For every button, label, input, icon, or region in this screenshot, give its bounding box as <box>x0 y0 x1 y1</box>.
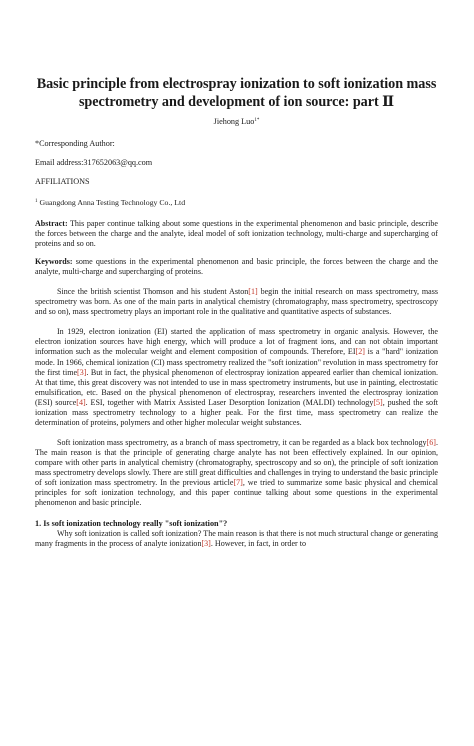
paper-page <box>0 76 474 746</box>
p2-text-e: , pushed the soft ionization mass spectrometry technology to a higher peak. For the first time, mass spectrometry can realize the determination of proteins, polymers and other higher molecular weight substances. <box>35 397 438 427</box>
keywords-label: Keywords: <box>35 257 73 267</box>
section-heading-1: 1. Is soft ionization technology really "soft ionization"? <box>35 519 228 529</box>
citation-link-4[interactable]: [4] <box>76 397 86 407</box>
keywords-paragraph <box>35 257 438 277</box>
body-paragraph-1 <box>35 287 438 317</box>
citation-link-5[interactable]: [5] <box>373 397 383 407</box>
author-superscript: 1* <box>254 118 260 123</box>
author-line <box>35 116 438 127</box>
affiliation-superscript: 1 <box>35 199 38 204</box>
p3-text-a: Soft ionization mass spectrometry, as a branch of mass spectrometry, it can be regarded as a black box technology <box>57 437 427 447</box>
p1-text-b: begin the initial research on mass spectrometry, mass spectrometry was born. As one of the main parts in analytical chemistry (chromatography, mass spectrometry, spectroscopy and so on), mass spectrometry plays an important role in the qualitative and quantitative aspects of substances. <box>35 287 438 317</box>
email-address: Email address:317652063@qq.com <box>35 158 153 167</box>
body-paragraph-2 <box>35 327 438 427</box>
p2-text-d: . ESI, together with Matrix Assisted Laser Desorption Ionization (MALDI) technology <box>85 397 374 407</box>
affiliation-line <box>35 197 438 208</box>
author-name: Jiehong Luo <box>213 117 255 126</box>
citation-link-2[interactable]: [2] <box>355 347 365 357</box>
citation-link-3-repeat[interactable]: [3] <box>201 539 211 549</box>
citation-link-1[interactable]: [1] <box>248 287 258 297</box>
p1-text-a: Since the british scientist Thomson and his student Aston <box>57 287 249 297</box>
citation-link-3[interactable]: [3] <box>77 367 87 377</box>
citation-link-7[interactable]: [7] <box>233 478 243 488</box>
keywords-text: some questions in the experimental phenomenon and basic principle, the forces between the charge and the analyte, multi-charge and supercharging of proteins. <box>35 257 438 277</box>
body-paragraph-4 <box>35 529 438 549</box>
affiliation-name: Guangdong Anna Testing Technology Co., Ltd <box>39 198 186 207</box>
p4-text-b: . However, in fact, in order to <box>210 539 306 549</box>
p3-text-b: . The main reason is that the principle of generating charge analyte has not been effectively explained. In our opinion, compare with other parts in analytical chemistry (chromatography, spectroscopy and so on), the principle of soft ionization mass spectrometry develops slowly. There are still great difficulties and challenges in trying to understand the basic principle of soft ionization mass spectrometry. In the previous article <box>35 437 438 488</box>
p2-text-c: . But in fact, the physical phenomenon of electrospray ionization appeared earlier than chemical ionization. At that time, this great discovery was not intended to use in mass spectrometry instruments, but use in painting, electrostatic emulsification, etc. Based on the physical phenomenon of electrospray, researchers invented the electrospray ionization (ESI) source <box>35 367 438 407</box>
abstract-label: Abstract: <box>35 219 68 228</box>
p3-text-c: , we tried to summarize some basic physical and chemical principles for soft ionization technology, and this paper continue talking about some questions in the experimental phenomenon and basic principle. <box>35 478 439 508</box>
corresponding-author: *Corresponding Author: <box>35 139 115 148</box>
p2-text-b: is a "hard" ionization mode. In 1966, chemical ionization (CI) mass spectrometry realized the "soft ionization" revolution in mass spectrometry for the first time <box>35 347 438 377</box>
abstract-paragraph <box>35 219 438 249</box>
p4-text-a: Why soft ionization is called soft ionization? The main reason is that there is not much structural change or generating many fragments in the process of analyte ionization <box>35 529 438 549</box>
citation-link-6[interactable]: [6] <box>426 437 436 447</box>
abstract-text: This paper continue talking about some questions in the experimental phenomenon and basic principle, describe the forces between the charge and the analyte, ideal model of soft ionization technology, multi-charge and supercharging of proteins and so on. <box>35 219 438 249</box>
body-paragraph-3 <box>35 438 438 508</box>
affiliations-label: AFFILIATIONS <box>35 177 90 186</box>
p2-text-a: In 1929, electron ionization (EI) started the application of mass spectrometry in organic analysis. However, the electron ionization sources have high energy, which will produce a lot of fragment ions, and can not obtain important information such as the molecular weight and element composition of compounds. Therefore, EI <box>35 327 438 357</box>
paper-title: Basic principle from electrospray ionization to soft ionization mass spectrometry and development of ion source: part Ⅱ <box>36 76 437 110</box>
